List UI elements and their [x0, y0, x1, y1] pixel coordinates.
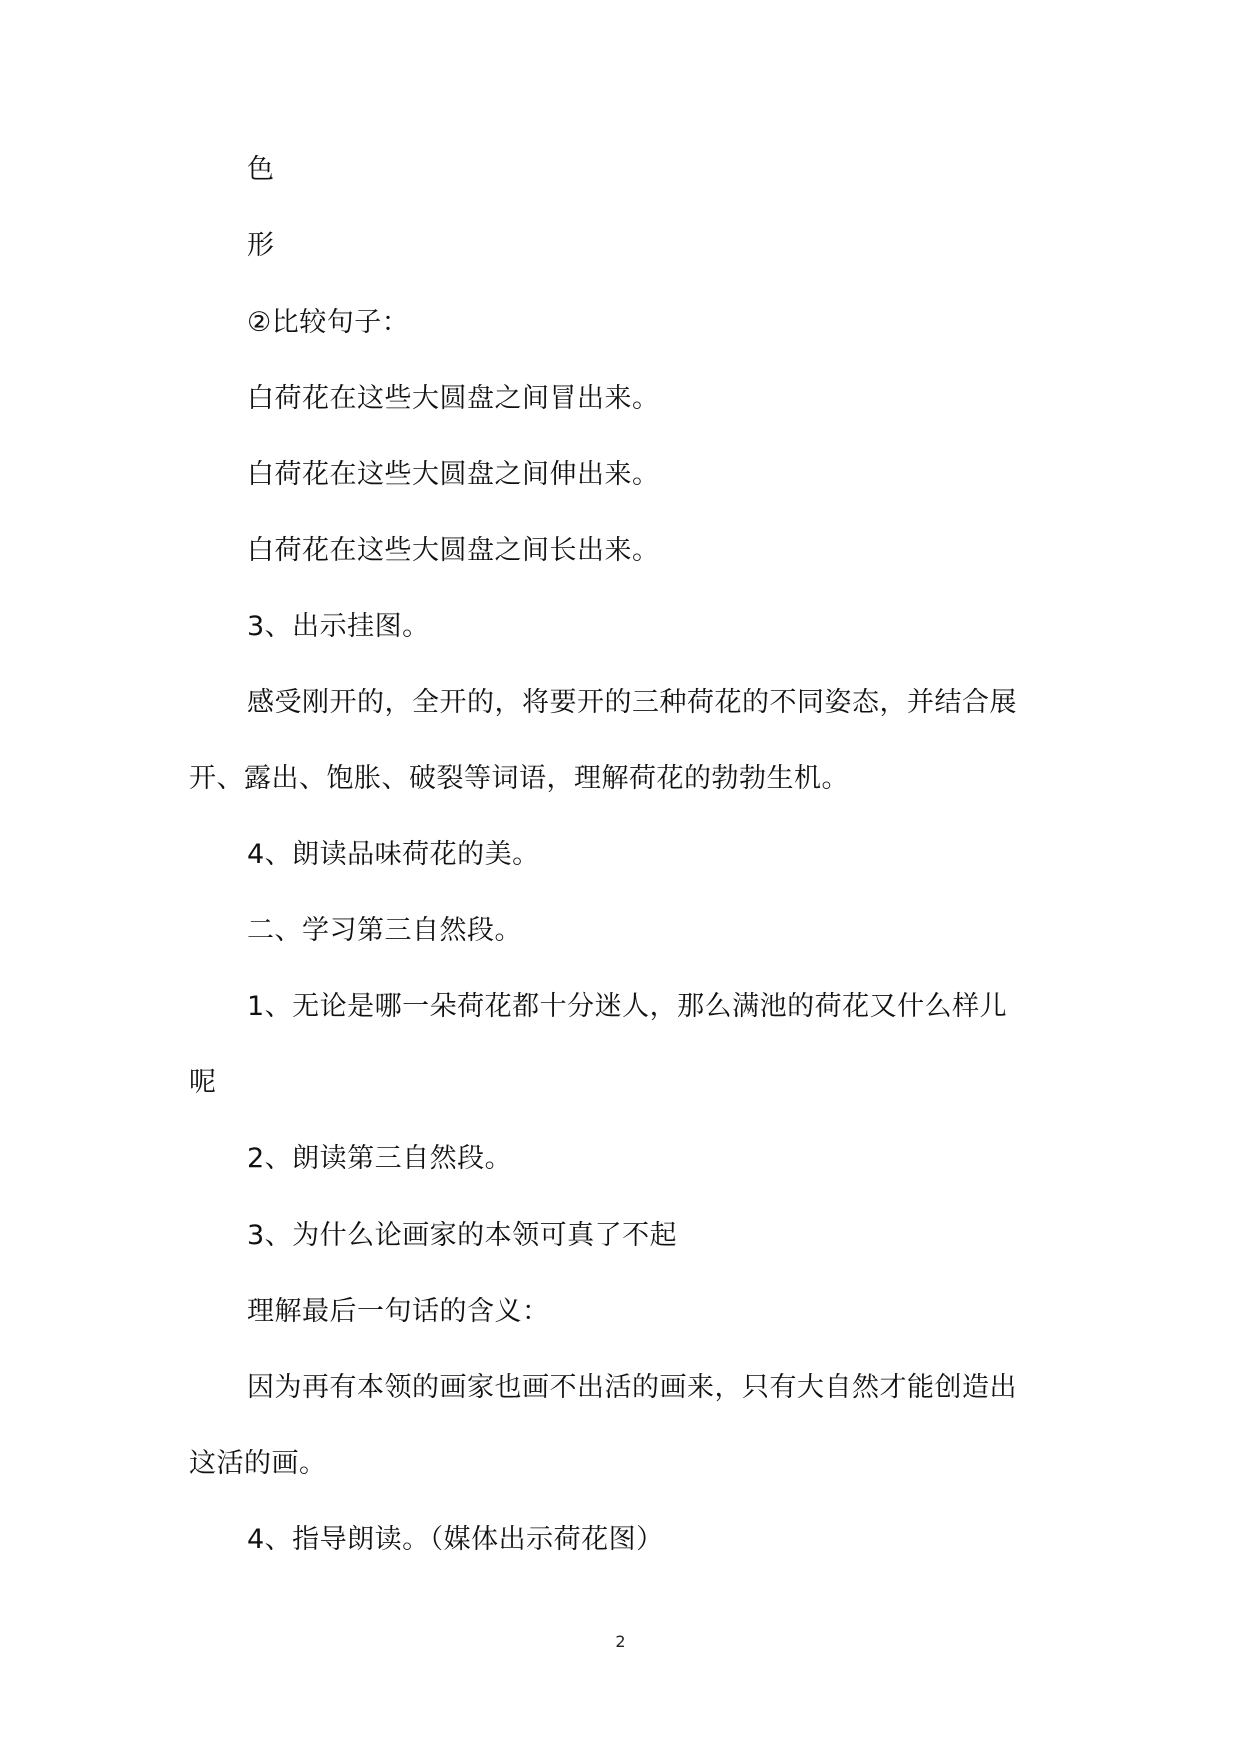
text-line-guided-reading: 4、指导朗读。（媒体出示荷花图） [247, 1524, 664, 1555]
text-line-paragraph-1a: 感受刚开的，全开的，将要开的三种荷花的不同姿态，并结合展 [247, 687, 1017, 718]
text-line-step-4: 4、朗读品味荷花的美。 [247, 839, 540, 870]
text-line-shape: 形 [247, 230, 275, 261]
text-line-understand: 理解最后一句话的含义： [247, 1296, 550, 1327]
text-line-compare-heading: ②比较句子： [247, 307, 410, 338]
text-line-question-1a: 1、无论是哪一朵荷花都十分迷人，那么满池的荷花又什么样儿 [247, 991, 1008, 1022]
text-line-section-2: 二、学习第三自然段。 [247, 915, 522, 946]
text-line-color: 色 [247, 154, 275, 185]
text-line-step-3: 3、出示挂图。 [247, 611, 430, 642]
text-line-read-paragraph: 2、朗读第三自然段。 [247, 1143, 513, 1174]
text-line-sentence-1: 白荷花在这些大圆盘之间冒出来。 [247, 383, 660, 414]
text-line-question-1b: 呢 [189, 1067, 217, 1098]
text-line-paragraph-1b: 开、露出、饱胀、破裂等词语，理解荷花的勃勃生机。 [189, 763, 849, 794]
text-line-paragraph-2a: 因为再有本领的画家也画不出活的画来，只有大自然才能创造出 [247, 1372, 1017, 1403]
text-line-question-3: 3、为什么论画家的本领可真了不起 [247, 1220, 678, 1251]
text-line-paragraph-2b: 这活的画。 [189, 1448, 327, 1479]
text-line-sentence-2: 白荷花在这些大圆盘之间伸出来。 [247, 459, 660, 490]
text-line-sentence-3: 白荷花在这些大圆盘之间长出来。 [247, 535, 660, 566]
page-number: 2 [615, 1632, 626, 1651]
